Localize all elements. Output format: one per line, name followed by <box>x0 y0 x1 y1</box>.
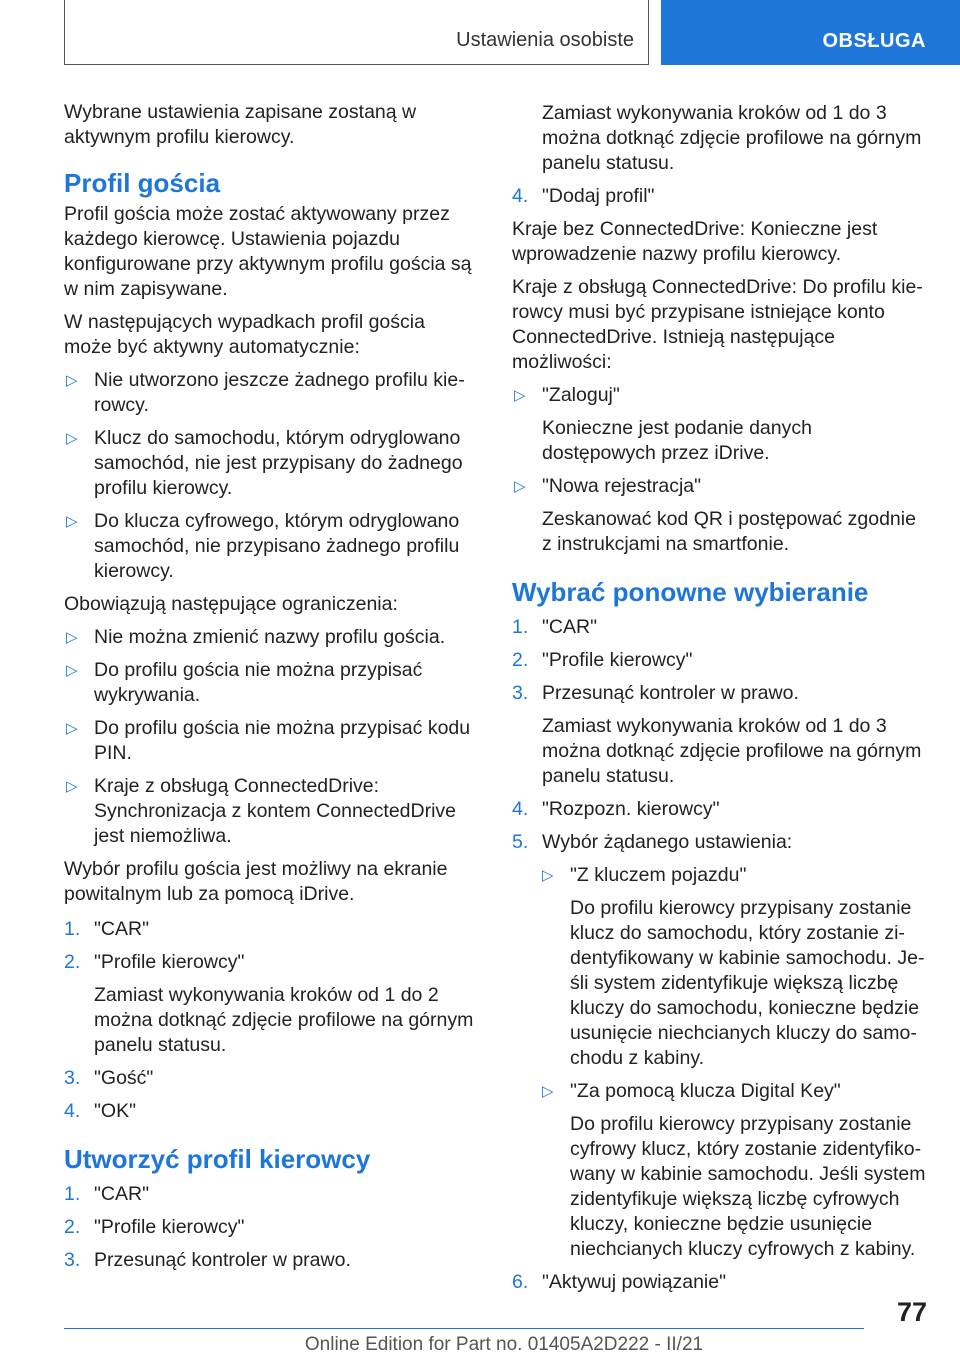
section-title: OBSŁUGA <box>822 30 926 52</box>
step-item: 1. "CAR" <box>64 1183 150 1205</box>
bullet-triangle-icon: ▷ <box>542 1083 554 1100</box>
step-item: 1. "CAR" <box>64 918 150 940</box>
guest-paragraph-1: Profil gościa może zostać aktywowany przez każdego kierowcę. Ustawienia pojazdu konfigurowane przy aktywnym profilu gościa są w nim zapisywane. <box>64 203 472 300</box>
bullet-triangle-icon: ▷ <box>542 867 554 884</box>
chapter-title: Ustawienia osobiste <box>456 29 634 51</box>
selection-paragraph: Wybór profilu gościa jest możliwy na ekranie powitalnym lub za pomocą iDrive. <box>64 858 448 905</box>
option-note: Zeskanować kod QR i postępować zgodnie z instrukcjami na smartfonie. <box>542 508 916 555</box>
bullet-triangle-icon: ▷ <box>66 430 78 447</box>
page-number: 77 <box>896 1297 927 1327</box>
heading-redial: Wybrać ponowne wybieranie <box>512 577 869 607</box>
step-item: 3. "Gość" <box>64 1067 154 1089</box>
list-item: ▷ Do profilu gościa nie można przypisać kodu PIN. <box>66 717 471 764</box>
step-note: Zamiast wykonywania kroków od 1 do 2 można dotknąć zdjęcie profilowe na górnym panelu statusu. <box>94 984 474 1056</box>
heading-guest-profile: Profil gościa <box>64 168 221 198</box>
footer-divider <box>64 1328 864 1329</box>
bullet-triangle-icon: ▷ <box>66 778 78 795</box>
sub-list-item: ▷ "Z kluczem pojazdu" <box>542 864 747 886</box>
list-item: ▷ Nie można zmienić nazwy profilu gościa. <box>66 626 446 648</box>
list-item: ▷ Nie utworzono jeszcze żadnego profilu kierowcy. <box>66 369 465 416</box>
option-note: Konieczne jest podanie danych dostępowych przez iDrive. <box>542 417 812 464</box>
step-item: 5. Wybór żądanego ustawienia: <box>512 831 793 853</box>
step-note: Zamiast wykonywania kroków od 1 do 3 można dotknąć zdjęcie profilowe na górnym panelu statusu. <box>542 715 922 787</box>
limits-intro: Obowiązują następujące ograniczenia: <box>64 593 398 615</box>
list-item: ▷ "Nowa rejestracja" <box>514 475 702 497</box>
no-connecteddrive-paragraph: Kraje bez ConnectedDrive: Konieczne jest wprowadzenie nazwy profilu kierowcy. <box>512 218 878 265</box>
sub-option-note: Do profilu kierowcy przypisany zostanie cyfrowy klucz, który zostanie zidentyfikowany w kabinie samochodu. Jeśli system zidentyfikuje większą liczbę cyfrowych kluczy, konieczne będzie usunięcie niechcianych kluczy cyfrowych z kabiny. <box>570 1113 926 1260</box>
step-item: 3. Przesunąć kontroler w prawo. <box>512 682 799 704</box>
intro-paragraph: Wybrane ustawienia zapisane zostaną w aktywnym profilu kierowcy. <box>64 101 417 148</box>
bullet-triangle-icon: ▷ <box>66 372 78 389</box>
heading-create-driver-profile: Utworzyć profil kierowcy <box>64 1144 371 1174</box>
bullet-triangle-icon: ▷ <box>66 629 78 646</box>
list-item: ▷ "Zaloguj" <box>514 384 620 406</box>
header-section-tab <box>661 0 960 65</box>
list-item: ▷ Do klucza cyfrowego, którym odryglowano samochód, nie przypisano żadnego profilu kierowcy. <box>66 510 460 582</box>
list-item: ▷ Klucz do samochodu, którym odryglowano samochód, nie jest przypisany do żadnego profilu kierowcy. <box>66 427 463 499</box>
step-item: 3. Przesunąć kontroler w prawo. <box>64 1249 351 1271</box>
step-item: 1. "CAR" <box>512 616 598 638</box>
bullet-triangle-icon: ▷ <box>66 720 78 737</box>
guest-paragraph-2: W następujących wypadkach profil gościa może być aktywny automatycznie: <box>64 311 425 358</box>
step-item: 2. "Profile kierowcy" <box>512 649 693 671</box>
step-item: 6. "Aktywuj powiązanie" <box>512 1271 727 1293</box>
left-column <box>64 100 476 1273</box>
sub-option-note: Do profilu kierowcy przypisany zostanie klucz do samochodu, który zostanie zidentyfikowany w kabinie samochodu. Jeśli system zidentyfikuje większą liczbę kluczy do samochodu, konieczne będzie usunięcie niechcianych kluczy do samochodu z kabiny. <box>570 897 925 1069</box>
step-item: 4. "OK" <box>64 1100 137 1122</box>
step-item: 4. "Dodaj profil" <box>512 185 655 207</box>
step-item: 2. "Profile kierowcy" <box>64 1216 245 1238</box>
step-item: 2. "Profile kierowcy" <box>64 951 245 973</box>
footer-edition: Online Edition for Part no. 01405A2D222 - II/21 <box>304 1334 704 1355</box>
connecteddrive-paragraph: Kraje z obsługą ConnectedDrive: Do profilu kierowcy musi być przypisane istniejące konto ConnectedDrive. Istnieją następujące możliwości: <box>512 276 923 373</box>
list-item: ▷ Kraje z obsługą ConnectedDrive: Synchronizacja z kontem ConnectedDrive jest niemożliwa. <box>66 775 457 847</box>
header-title-box <box>64 0 649 65</box>
bullet-triangle-icon: ▷ <box>514 387 526 404</box>
step-note: Zamiast wykonywania kroków od 1 do 3 można dotknąć zdjęcie profilowe na górnym panelu statusu. <box>542 102 922 174</box>
list-item: ▷ Do profilu gościa nie można przypisać wykrywania. <box>66 659 423 706</box>
bullet-triangle-icon: ▷ <box>66 513 78 530</box>
bullet-triangle-icon: ▷ <box>514 478 526 495</box>
sub-list-item: ▷ "Za pomocą klucza Digital Key" <box>542 1080 841 1102</box>
bullet-triangle-icon: ▷ <box>66 662 78 679</box>
right-column <box>512 101 928 1295</box>
step-item: 4. "Rozpozn. kierowcy" <box>512 798 720 820</box>
